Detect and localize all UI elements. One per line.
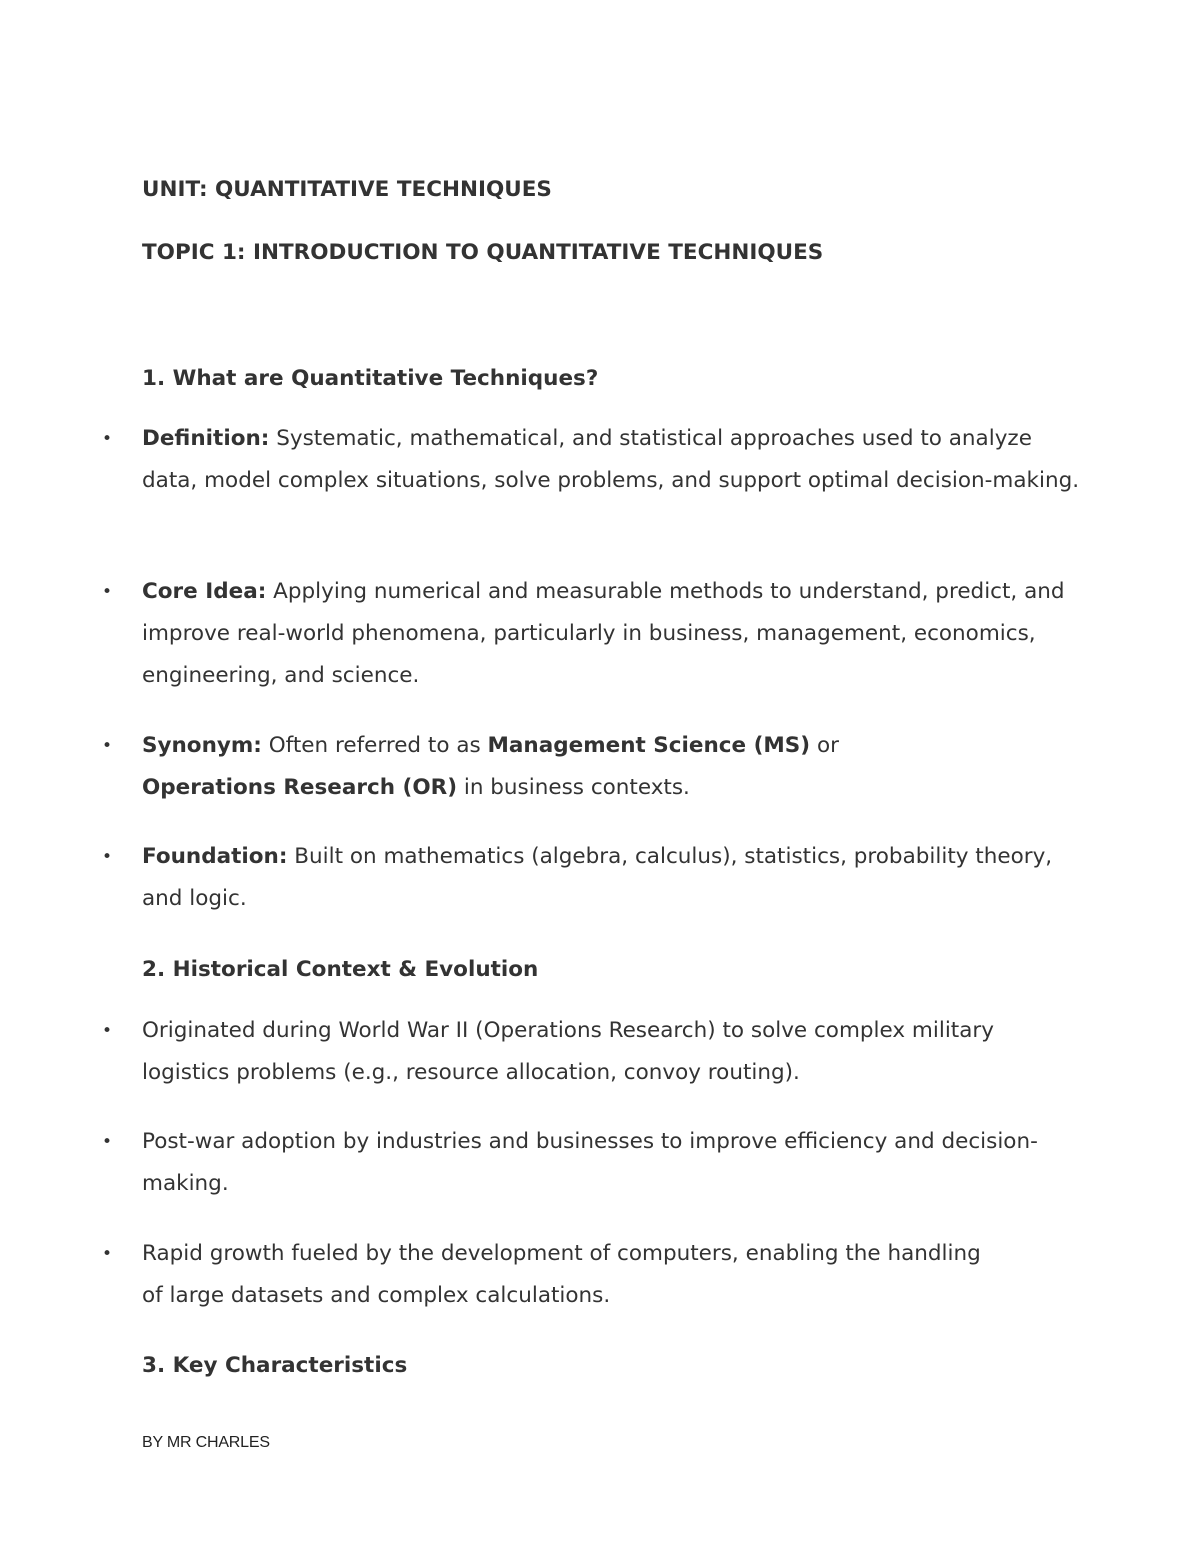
section-2-heading: 2. Historical Context & Evolution xyxy=(142,957,539,982)
bullet: • xyxy=(102,1021,113,1041)
list-item-synonym xyxy=(102,725,842,809)
topic-title: TOPIC 1: INTRODUCTION TO QUANTITATIVE TECHNIQUES xyxy=(142,240,824,265)
synonym-text-2: or xyxy=(810,733,839,758)
section-3-heading: 3. Key Characteristics xyxy=(142,1353,408,1378)
history-item-text: Post-war adoption by industries and businesses to improve efficiency and decision-making. xyxy=(142,1129,1038,1196)
history-item-text: Rapid growth fueled by the development of computers, enabling the handling of large datasets and complex calculations. xyxy=(142,1241,981,1308)
bullet: • xyxy=(102,1244,113,1264)
list-item-core-idea xyxy=(102,571,1082,697)
bullet: • xyxy=(102,847,113,867)
synonym-text-1: Often referred to as xyxy=(261,733,488,758)
bullet: • xyxy=(102,1132,113,1152)
synonym-label: Synonym: xyxy=(142,733,262,758)
definition-text: Systematic, mathematical, and statistical approaches used to analyze data, model complex situations, solve problems, and support optimal decision-making. xyxy=(142,426,1080,493)
list-item-history-3 xyxy=(102,1233,982,1317)
core-idea-label: Core Idea: xyxy=(142,579,267,604)
synonym-text-3: in business contexts. xyxy=(457,775,690,800)
list-item-foundation xyxy=(102,836,1082,920)
list-item-history-1 xyxy=(102,1010,1002,1094)
operations-research-term: Operations Research (OR) xyxy=(142,775,458,800)
history-item-text: Originated during World War II (Operations Research) to solve complex military logistics problems (e.g., resource allocation, convoy routing). xyxy=(142,1018,994,1085)
definition-label: Definition: xyxy=(142,426,270,451)
bullet: • xyxy=(102,736,113,756)
foundation-label: Foundation: xyxy=(142,844,288,869)
section-1-heading: 1. What are Quantitative Techniques? xyxy=(142,366,599,391)
list-item-definition xyxy=(102,418,1082,502)
core-idea-text: Applying numerical and measurable methods to understand, predict, and improve real-world phenomena, particularly in business, management, economics, engineering, and science. xyxy=(142,579,1065,688)
bullet: • xyxy=(102,582,113,602)
management-science-term: Management Science (MS) xyxy=(487,733,811,758)
list-item-history-2 xyxy=(102,1121,1082,1205)
unit-title: UNIT: QUANTITATIVE TECHNIQUES xyxy=(142,177,552,202)
bullet: • xyxy=(102,429,113,449)
foundation-text: Built on mathematics (algebra, calculus), statistics, probability theory, and logic. xyxy=(142,844,1053,911)
page-footer: BY MR CHARLES xyxy=(142,1434,270,1451)
